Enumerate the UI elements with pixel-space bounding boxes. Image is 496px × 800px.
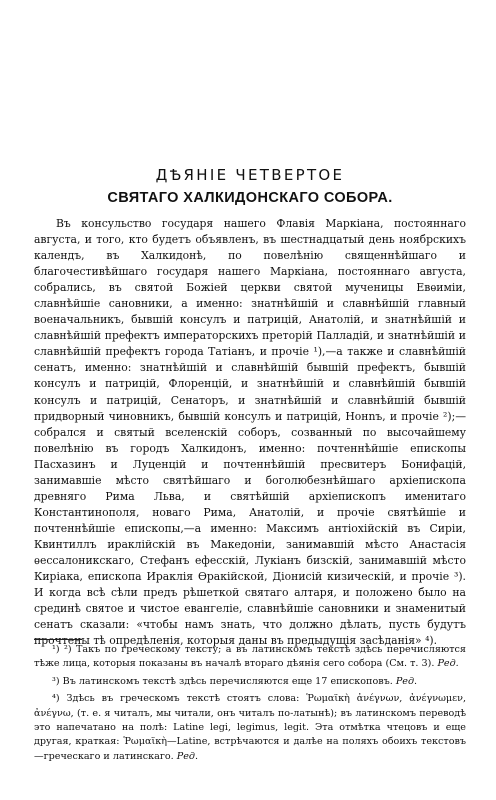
editor-mark: Ред. <box>437 658 459 670</box>
footnote-separator <box>34 639 82 640</box>
footnote-4 <box>34 692 466 764</box>
footnote-1-2 <box>34 643 466 672</box>
footnote-text: ¹) ²) Такъ по греческому тексту; а въ латинскомъ текстѣ здѣсь перечисляются тѣже лица, которыя показаны въ началѣ втораго дѣянія сего собора (См. т. 3). <box>34 644 466 670</box>
council-subtitle: СВЯТАГО ХАЛКИДОНСКАГО СОБОРА. <box>107 190 393 206</box>
editor-mark: Ред. <box>395 675 418 687</box>
editor-mark: Ред. <box>176 750 199 762</box>
main-paragraph: Въ консульство государя нашего Флавія Маркіана, постояннаго августа, и того, кто будетъ объявленъ, въ шестнадцатый день ноябрскихъ календъ, въ Халкидонѣ, по повелѣнію священнѣйшаго и благочестивѣйшаго государя нашего Маркіана, постояннаго августа, собрались, въ святой Божіей церкви святой мученицы Евѳиміи, славнѣйшіе сановники, а именно: знатнѣйшій и славнѣйшій главный военачальникъ, бывшій консулъ и патрицій, Анатолій, и знатнѣйшій и славнѣйшій префектъ императорскихъ преторій Палладій, и знатнѣйшій и славнѣйшій префектъ города Татіанъ, и прочіе ¹),—а также и славнѣйшій сенатъ, именно: знатнѣйшій и славнѣйшій бывшій префектъ, бывшій консулъ и патрицій, Флоренцій, и знатнѣйшій и славнѣйшій бывшій консулъ и патрицій, Сенаторъ, и знатнѣйшій и славнѣйшій бывшій придворный чиновникъ, бывшій консулъ и патрицій, Нонnъ, и прочіе ²);—собрался и святый вселенскій соборъ, созванный по высочайшему повелѣнію въ городъ Халкидонъ, именно: почтеннѣйшіе епископы Пасхазинъ и Луценцій и почтеннѣйшій пресвитеръ Бонифацій, занимавшіе мѣсто святѣйшаго и боголюбезнѣйшаго архіепископа древняго Рима Льва, и святѣйшій архіепископъ именитаго Константинополя, новаго Рима, Анатолій, и прочіе святѣйшіе и почтеннѣйшіе епископы,—а именно: Максимъ антіохійскій въ Сиріи, Квинтиллъ ираклійскій въ Македоніи, занимавшій мѣсто Анастасія ѳессалоникскаго, Стефанъ ефесскій, Лукіанъ бизскій, занимавшій мѣсто Киріака, епископа Ираклія Ѳракійской, Діонисій кизическій, и прочіе ³). И когда всѣ сѣли предъ рѣшеткой святаго алтаря, и положено было на срединѣ святое и чистое евангеліе, славнѣйшіе сановники и знаменитый сенатъ сказали: «чтобы намъ знать, что должно дѣлать, пусть будутъ прочтены тѣ опредѣленія, которыя даны въ предыдущія засѣданія» ⁴). <box>34 217 466 648</box>
footnotes <box>34 643 466 767</box>
document-page <box>34 0 466 800</box>
footnote-text: ⁴) Здѣсь въ греческомъ текстѣ стоятъ слова: Ῥωμαϊκὴ ἀνέγνων, ἀνέγνωμεν, ἀνέγνω, (т. е. я читалъ, мы читали, онъ читалъ по-латынѣ); въ латинскомъ переводѣ это напечатано на полѣ: Latine legi, legimus, legit. Эта отмѣтка чтецовъ и еще другая, краткая: Ῥωμαϊκὴ—Latine, встрѣчаются и далѣе на поляхъ обоихъ текстовъ—греческаго и латинскаго. <box>34 693 466 762</box>
act-title: ДѢЯНІЕ ЧЕТВЕРТОЕ <box>155 166 345 184</box>
footnote-text: ³) Въ латинскомъ текстѣ здѣсь перечисляются еще 17 епископовъ. <box>52 675 393 687</box>
footnote-3 <box>34 675 466 689</box>
